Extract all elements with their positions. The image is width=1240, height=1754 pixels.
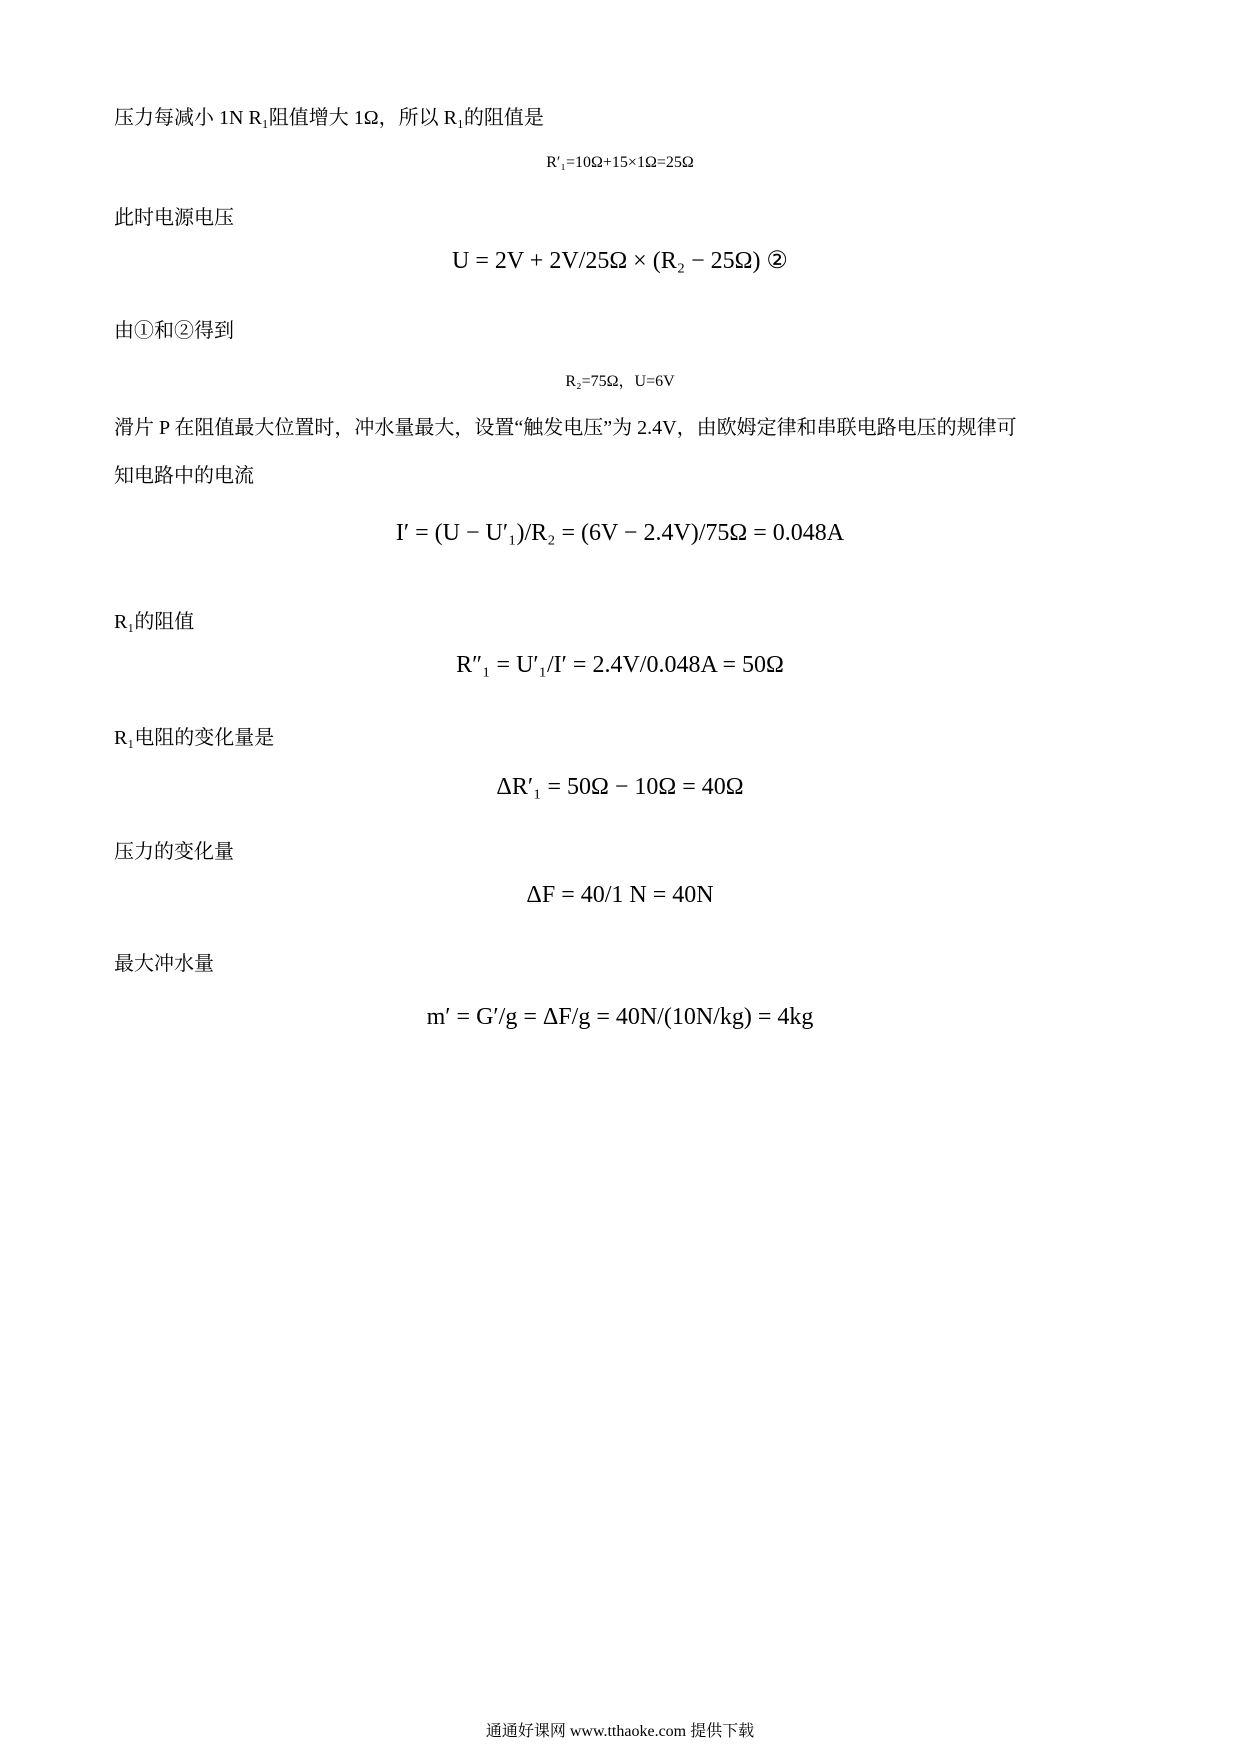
paragraph-pressure-change: 压力的变化量 [114,841,234,863]
equation-r1-double-prime [0,652,1240,679]
equation-r1-double-prime-render: R″₁ = U′₁/I′ = 2.4V/0.048A = 50Ω [456,652,784,678]
equation-delta-f-render: ΔF = 40/1 N = 40N [526,882,714,908]
equation-mass [0,1004,1240,1031]
paragraph-source-voltage: 此时电源电压 [114,207,234,229]
equation-delta-f [0,882,1240,909]
equation-current [0,520,1240,547]
equation-mass-render: m′ = G′/g = ΔF/g = 40N/(10N/kg) = 4kg [426,1004,814,1030]
equation-r1-prime: R′₁=10Ω+15×1Ω=25Ω [546,154,694,171]
paragraph-current: 知电路中的电流 [114,465,254,487]
equation-delta-r1-render: ΔR′₁ = 50Ω − 10Ω = 40Ω [496,774,744,800]
equation-u-source [0,246,1240,275]
paragraph-combine: 由①和②得到 [114,320,234,342]
equation-delta-r1 [0,774,1240,801]
equation-u-source-render: U = 2V + 2V/25Ω × (R₂ − 25Ω) ② [452,248,788,274]
equation-r2-u: R₂=75Ω，U=6V [565,373,675,390]
paragraph-max-flush-volume: 最大冲水量 [114,953,214,975]
paragraph-r1-change: R₁电阻的变化量是 [114,727,275,749]
paragraph-max-flush: 滑片 P 在阻值最大位置时，冲水量最大，设置“触发电压”为 2.4V，由欧姆定律和串联电路电压的规律可 [114,417,1017,439]
paragraph-pressure-decrease: 压力每减小 1N R₁阻值增大 1Ω，所以 R₁的阻值是 [114,107,544,129]
page-footer: 通通好课网 www.tthaoke.com 提供下载 [485,1723,755,1740]
equation-current-render: I′ = (U − U′₁)/R₂ = (6V − 2.4V)/75Ω = 0.048A [395,520,845,546]
paragraph-r1-value: R₁的阻值 [114,611,195,633]
